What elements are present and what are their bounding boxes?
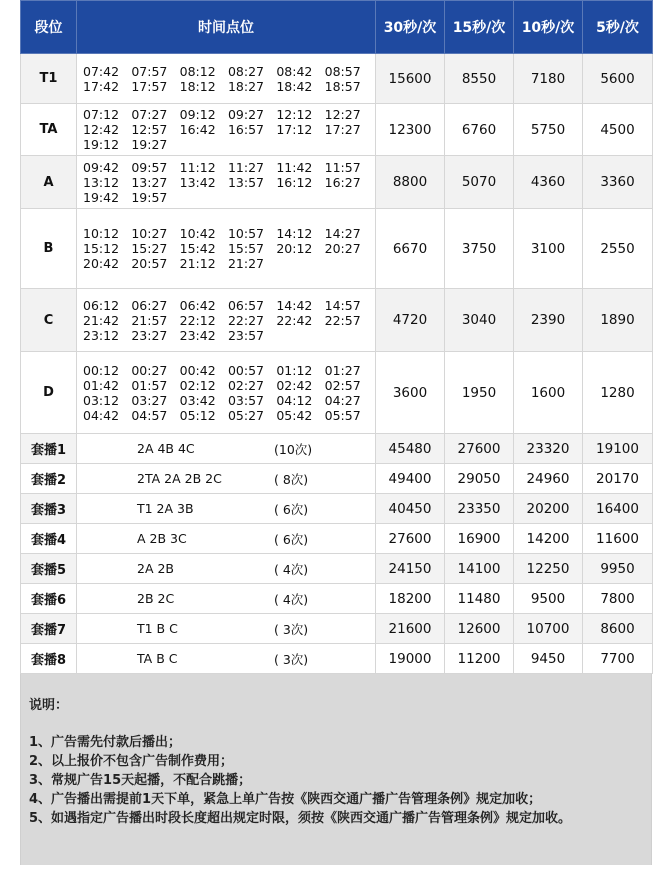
package-row bbox=[21, 494, 653, 524]
package-combo-cell bbox=[77, 494, 376, 524]
table-row bbox=[21, 54, 653, 104]
time-point: 05:27 bbox=[227, 407, 265, 423]
time-grid bbox=[77, 160, 375, 205]
package-name: 套播8 bbox=[21, 644, 77, 674]
package-name: 套播3 bbox=[21, 494, 77, 524]
time-point: 07:42 bbox=[83, 63, 120, 79]
package-price: 9500 bbox=[514, 584, 583, 614]
package-price: 10700 bbox=[514, 614, 583, 644]
time-point: 22:42 bbox=[276, 312, 313, 328]
segment-price: 2550 bbox=[583, 209, 653, 289]
time-point: 00:12 bbox=[83, 362, 120, 378]
segment-price: 3600 bbox=[376, 352, 445, 434]
segment-price: 4360 bbox=[514, 156, 583, 209]
package-row bbox=[21, 434, 653, 464]
package-price: 14100 bbox=[445, 554, 514, 584]
time-point: 21:57 bbox=[131, 312, 168, 328]
package-count: ( 6次) bbox=[274, 531, 309, 547]
segment-name: T1 bbox=[21, 54, 77, 104]
package-name: 套播1 bbox=[21, 434, 77, 464]
note-item: 5、如遇指定广告播出时段长度超出规定时限，须按《陕西交通广播广告管理条例》规定加收。 bbox=[29, 811, 572, 826]
time-point: 06:12 bbox=[83, 297, 120, 313]
time-point: 19:57 bbox=[131, 189, 168, 205]
package-combo-cell bbox=[77, 524, 376, 554]
time-point: 03:57 bbox=[227, 392, 265, 408]
package-price: 23350 bbox=[445, 494, 514, 524]
time-point: 06:57 bbox=[227, 297, 265, 313]
segment-name: D bbox=[21, 352, 77, 434]
segment-price: 15600 bbox=[376, 54, 445, 104]
time-point: 23:57 bbox=[227, 327, 265, 343]
time-point: 09:57 bbox=[131, 159, 168, 175]
time-point: 12:42 bbox=[83, 122, 120, 137]
time-point: 11:27 bbox=[227, 159, 265, 175]
time-point: 01:57 bbox=[131, 377, 168, 393]
time-point: 10:42 bbox=[179, 226, 216, 241]
time-point: 11:12 bbox=[179, 159, 216, 175]
time-point: 15:42 bbox=[179, 241, 216, 256]
time-point: 14:57 bbox=[324, 297, 361, 313]
package-name: 套播4 bbox=[21, 524, 77, 554]
time-point: 09:27 bbox=[227, 107, 265, 122]
package-price: 7700 bbox=[583, 644, 653, 674]
time-point: 22:57 bbox=[324, 312, 361, 328]
package-name: 套播6 bbox=[21, 584, 77, 614]
time-point: 19:42 bbox=[83, 189, 120, 205]
package-count: ( 3次) bbox=[274, 651, 309, 667]
time-point: 15:12 bbox=[83, 241, 120, 256]
package-count: ( 4次) bbox=[274, 591, 309, 607]
package-combo-cell bbox=[77, 464, 376, 494]
time-grid bbox=[77, 298, 375, 343]
package-combo-cell bbox=[77, 554, 376, 584]
time-point: 20:57 bbox=[131, 256, 168, 271]
time-point: 04:12 bbox=[276, 392, 313, 408]
package-price: 8600 bbox=[583, 614, 653, 644]
package-price: 24960 bbox=[514, 464, 583, 494]
segment-price: 5600 bbox=[583, 54, 653, 104]
package-price: 9950 bbox=[583, 554, 653, 584]
time-point: 09:12 bbox=[179, 107, 216, 122]
segment-price: 3040 bbox=[445, 289, 514, 352]
segment-price: 8550 bbox=[445, 54, 514, 104]
time-point: 07:57 bbox=[131, 63, 168, 79]
segment-times bbox=[77, 209, 376, 289]
time-point: 21:27 bbox=[227, 256, 265, 271]
segment-name: B bbox=[21, 209, 77, 289]
segment-price: 1950 bbox=[445, 352, 514, 434]
time-point: 03:27 bbox=[131, 392, 168, 408]
time-point: 10:12 bbox=[83, 226, 120, 241]
table-row bbox=[21, 352, 653, 434]
rate-table bbox=[20, 0, 653, 674]
package-price: 11600 bbox=[583, 524, 653, 554]
note-item: 4、广告播出需提前1天下单，紧急上单广告按《陕西交通广播广告管理条例》规定加收； bbox=[29, 792, 542, 807]
package-price: 11200 bbox=[445, 644, 514, 674]
segment-price: 6670 bbox=[376, 209, 445, 289]
note-item: 3、常规广告15天起播，不配合跳播； bbox=[29, 773, 252, 788]
package-row bbox=[21, 464, 653, 494]
time-point: 10:57 bbox=[227, 226, 265, 241]
time-point: 19:12 bbox=[83, 137, 120, 152]
time-point: 09:42 bbox=[83, 159, 120, 175]
time-point: 03:42 bbox=[179, 392, 216, 408]
segment-price: 2390 bbox=[514, 289, 583, 352]
segment-price: 6760 bbox=[445, 104, 514, 156]
rate-card bbox=[20, 0, 652, 865]
time-point: 08:27 bbox=[227, 63, 265, 79]
segment-times bbox=[77, 156, 376, 209]
time-point: 02:27 bbox=[227, 377, 265, 393]
table-row bbox=[21, 104, 653, 156]
time-point: 13:42 bbox=[179, 174, 216, 190]
table-row bbox=[21, 289, 653, 352]
time-grid bbox=[77, 107, 375, 152]
time-point: 07:12 bbox=[83, 107, 120, 122]
header-5s: 5秒/次 bbox=[583, 1, 653, 54]
time-point: 04:27 bbox=[324, 392, 361, 408]
time-point: 10:27 bbox=[131, 226, 168, 241]
package-count: ( 4次) bbox=[274, 561, 309, 577]
time-point: 23:42 bbox=[179, 327, 216, 343]
time-point: 11:57 bbox=[324, 159, 361, 175]
package-price: 40450 bbox=[376, 494, 445, 524]
package-combo-cell bbox=[77, 584, 376, 614]
time-point: 02:57 bbox=[324, 377, 361, 393]
time-point: 15:57 bbox=[227, 241, 265, 256]
time-point: 12:57 bbox=[131, 122, 168, 137]
package-count: ( 3次) bbox=[274, 621, 309, 637]
header-10s: 10秒/次 bbox=[514, 1, 583, 54]
time-point: 14:27 bbox=[324, 226, 361, 241]
time-point: 13:57 bbox=[227, 174, 265, 190]
time-point: 18:12 bbox=[179, 78, 216, 94]
time-point: 01:27 bbox=[324, 362, 361, 378]
segment-times bbox=[77, 104, 376, 156]
package-count: (10次) bbox=[274, 441, 313, 457]
segment-rows bbox=[21, 54, 653, 434]
package-name: 套播5 bbox=[21, 554, 77, 584]
package-price: 18200 bbox=[376, 584, 445, 614]
package-row bbox=[21, 614, 653, 644]
time-grid bbox=[77, 64, 375, 94]
time-grid bbox=[77, 226, 375, 271]
segment-price: 4720 bbox=[376, 289, 445, 352]
time-point: 16:27 bbox=[324, 174, 361, 190]
time-point: 04:42 bbox=[83, 407, 120, 423]
note-item: 1、广告需先付款后播出； bbox=[29, 735, 182, 750]
time-point: 00:42 bbox=[179, 362, 216, 378]
segment-price: 4500 bbox=[583, 104, 653, 156]
package-row bbox=[21, 584, 653, 614]
time-point: 22:27 bbox=[227, 312, 265, 328]
package-price: 7800 bbox=[583, 584, 653, 614]
package-combo: 2TA 2A 2B 2C bbox=[137, 471, 222, 486]
package-price: 24150 bbox=[376, 554, 445, 584]
time-point: 21:42 bbox=[83, 312, 120, 328]
segment-price: 3360 bbox=[583, 156, 653, 209]
time-point: 16:12 bbox=[276, 174, 313, 190]
segment-price: 5070 bbox=[445, 156, 514, 209]
segment-price: 1890 bbox=[583, 289, 653, 352]
package-row bbox=[21, 554, 653, 584]
time-grid bbox=[77, 363, 375, 423]
time-point: 05:57 bbox=[324, 407, 361, 423]
package-name: 套播2 bbox=[21, 464, 77, 494]
time-point: 01:42 bbox=[83, 377, 120, 393]
time-point: 05:42 bbox=[276, 407, 313, 423]
package-combo: 2A 4B 4C bbox=[137, 441, 195, 456]
time-point: 17:12 bbox=[276, 122, 313, 137]
package-combo: 2A 2B bbox=[137, 561, 175, 576]
notes-panel bbox=[20, 674, 652, 865]
segment-times bbox=[77, 352, 376, 434]
time-point: 23:27 bbox=[131, 327, 168, 343]
package-price: 9450 bbox=[514, 644, 583, 674]
package-price: 29050 bbox=[445, 464, 514, 494]
time-point: 21:12 bbox=[179, 256, 216, 271]
package-price: 12250 bbox=[514, 554, 583, 584]
segment-price: 8800 bbox=[376, 156, 445, 209]
segment-price: 3750 bbox=[445, 209, 514, 289]
time-point: 14:42 bbox=[276, 297, 313, 313]
time-point: 12:27 bbox=[324, 107, 361, 122]
package-rows bbox=[21, 434, 653, 674]
time-point: 11:42 bbox=[276, 159, 313, 175]
package-row bbox=[21, 644, 653, 674]
package-price: 23320 bbox=[514, 434, 583, 464]
time-point: 04:57 bbox=[131, 407, 168, 423]
time-point: 17:27 bbox=[324, 122, 361, 137]
time-point: 08:12 bbox=[179, 63, 216, 79]
notes-title: 说明： bbox=[29, 698, 69, 713]
segment-name: C bbox=[21, 289, 77, 352]
time-point: 16:57 bbox=[227, 122, 265, 137]
package-name: 套播7 bbox=[21, 614, 77, 644]
time-point: 20:42 bbox=[83, 256, 120, 271]
time-point: 02:12 bbox=[179, 377, 216, 393]
segment-price: 3100 bbox=[514, 209, 583, 289]
time-point: 20:27 bbox=[324, 241, 361, 256]
package-combo-cell bbox=[77, 434, 376, 464]
time-point: 13:27 bbox=[131, 174, 168, 190]
segment-price: 7180 bbox=[514, 54, 583, 104]
time-point: 08:42 bbox=[276, 63, 313, 79]
time-point: 23:12 bbox=[83, 327, 120, 343]
package-price: 11480 bbox=[445, 584, 514, 614]
package-price: 19100 bbox=[583, 434, 653, 464]
time-point: 19:27 bbox=[131, 137, 168, 152]
time-point: 18:57 bbox=[324, 78, 361, 94]
segment-name: A bbox=[21, 156, 77, 209]
package-price: 49400 bbox=[376, 464, 445, 494]
time-point: 12:12 bbox=[276, 107, 313, 122]
note-item: 2、以上报价不包含广告制作费用； bbox=[29, 754, 234, 769]
time-point: 00:57 bbox=[227, 362, 265, 378]
time-point: 00:27 bbox=[131, 362, 168, 378]
time-point: 06:27 bbox=[131, 297, 168, 313]
time-point: 17:42 bbox=[83, 78, 120, 94]
package-price: 27600 bbox=[376, 524, 445, 554]
package-combo: T1 2A 3B bbox=[137, 501, 194, 516]
package-count: ( 6次) bbox=[274, 501, 309, 517]
time-point: 07:27 bbox=[131, 107, 168, 122]
package-combo: TA B C bbox=[137, 651, 178, 666]
package-price: 20170 bbox=[583, 464, 653, 494]
time-point: 18:42 bbox=[276, 78, 313, 94]
time-point: 03:12 bbox=[83, 392, 120, 408]
time-point: 06:42 bbox=[179, 297, 216, 313]
package-row bbox=[21, 524, 653, 554]
time-point: 02:42 bbox=[276, 377, 313, 393]
header-30s: 30秒/次 bbox=[376, 1, 445, 54]
time-point: 18:27 bbox=[227, 78, 265, 94]
time-point: 08:57 bbox=[324, 63, 361, 79]
table-row bbox=[21, 156, 653, 209]
package-price: 16900 bbox=[445, 524, 514, 554]
package-price: 20200 bbox=[514, 494, 583, 524]
package-price: 19000 bbox=[376, 644, 445, 674]
package-price: 14200 bbox=[514, 524, 583, 554]
package-price: 21600 bbox=[376, 614, 445, 644]
time-point: 15:27 bbox=[131, 241, 168, 256]
segment-name: TA bbox=[21, 104, 77, 156]
package-price: 27600 bbox=[445, 434, 514, 464]
package-combo-cell bbox=[77, 614, 376, 644]
segment-price: 5750 bbox=[514, 104, 583, 156]
package-combo: 2B 2C bbox=[137, 591, 175, 606]
header-segment: 段位 bbox=[21, 1, 77, 54]
header-time-points: 时间点位 bbox=[77, 1, 376, 54]
segment-price: 12300 bbox=[376, 104, 445, 156]
package-combo: T1 B C bbox=[137, 621, 178, 636]
segment-price: 1600 bbox=[514, 352, 583, 434]
time-point: 05:12 bbox=[179, 407, 216, 423]
package-price: 12600 bbox=[445, 614, 514, 644]
time-point: 20:12 bbox=[276, 241, 313, 256]
segment-times bbox=[77, 54, 376, 104]
time-point: 14:12 bbox=[276, 226, 313, 241]
package-price: 16400 bbox=[583, 494, 653, 524]
package-combo: A 2B 3C bbox=[137, 531, 187, 546]
time-point: 16:42 bbox=[179, 122, 216, 137]
package-price: 45480 bbox=[376, 434, 445, 464]
segment-price: 1280 bbox=[583, 352, 653, 434]
package-combo-cell bbox=[77, 644, 376, 674]
time-point: 13:12 bbox=[83, 174, 120, 190]
time-point: 22:12 bbox=[179, 312, 216, 328]
table-row bbox=[21, 209, 653, 289]
segment-times bbox=[77, 289, 376, 352]
header-15s: 15秒/次 bbox=[445, 1, 514, 54]
time-point: 01:12 bbox=[276, 362, 313, 378]
table-header-row bbox=[21, 1, 653, 54]
package-count: ( 8次) bbox=[274, 471, 309, 487]
time-point: 17:57 bbox=[131, 78, 168, 94]
